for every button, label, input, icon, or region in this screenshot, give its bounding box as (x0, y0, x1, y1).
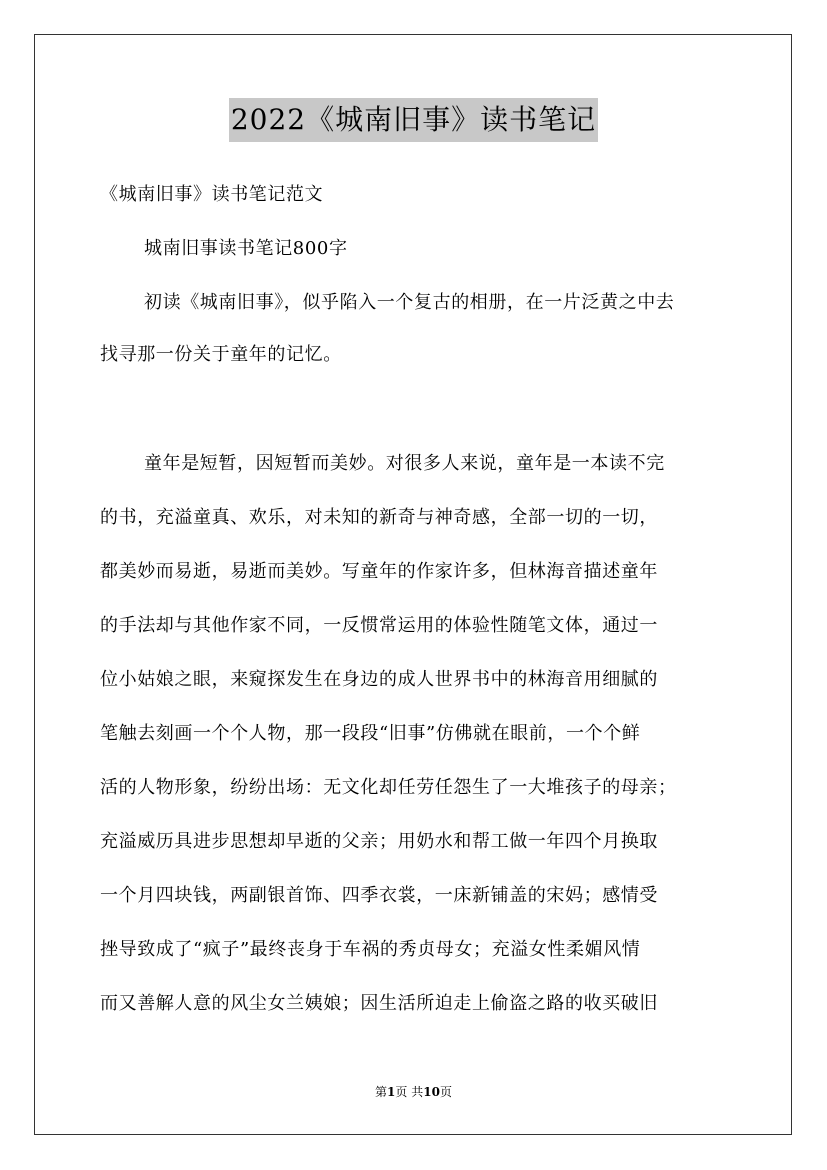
document-subtitle: 《城南旧事》读书笔记范文 (100, 184, 324, 205)
paragraph-1-line-2: 找寻那一份关于童年的记忆。 (100, 344, 342, 365)
paragraph-2-line-11: 而又善解人意的风尘女兰姨娘；因生活所迫走上偷盗之路的收买破旧 (100, 993, 658, 1014)
document-title: 2022《城南旧事》读书笔记 (229, 98, 598, 142)
paragraph-2-line-7: 活的人物形象，纷纷出场：无文化却任劳任怨生了一大堆孩子的母亲； (100, 777, 677, 798)
section-heading: 城南旧事读书笔记800字 (144, 238, 348, 259)
footer-page-total: 10 (423, 1085, 440, 1099)
footer-page-current: 1 (387, 1085, 396, 1099)
paragraph-2-line-2: 的书，充溢童真、欢乐，对未知的新奇与神奇感，全部一切的一切， (100, 507, 658, 528)
paragraph-2-line-9: 一个月四块钱，两副银首饰、四季衣裳，一床新铺盖的宋妈；感情受 (100, 885, 658, 906)
paragraph-2-line-10: 挫导致成了“疯子”最终丧身于车祸的秀贞母女；充溢女性柔媚风情 (100, 939, 641, 960)
footer-mid: 页 共 (395, 1085, 424, 1099)
footer-suffix: 页 (439, 1085, 452, 1099)
paragraph-2-line-3: 都美妙而易逝，易逝而美妙。写童年的作家许多，但林海音描述童年 (100, 561, 658, 582)
paragraph-2-line-4: 的手法却与其他作家不同，一反惯常运用的体验性随笔文体，通过一 (100, 615, 658, 636)
paragraph-1-line-1: 初读《城南旧事》，似乎陷入一个复古的相册，在一片泛黄之中去 (144, 292, 675, 313)
page-footer (0, 1083, 827, 1101)
footer-prefix: 第 (375, 1085, 388, 1099)
title-container (0, 98, 827, 142)
paragraph-2-line-6: 笔触去刻画一个个人物，那一段段“旧事”仿佛就在眼前，一个个鲜 (100, 723, 641, 744)
paragraph-2-line-5: 位小姑娘之眼，来窥探发生在身边的成人世界书中的林海音用细腻的 (100, 669, 658, 690)
paragraph-2-line-1: 童年是短暂，因短暂而美妙。对很多人来说，童年是一本读不完 (144, 453, 665, 474)
paragraph-2-line-8: 充溢威历具进步思想却早逝的父亲；用奶水和帮工做一年四个月换取 (100, 831, 658, 852)
